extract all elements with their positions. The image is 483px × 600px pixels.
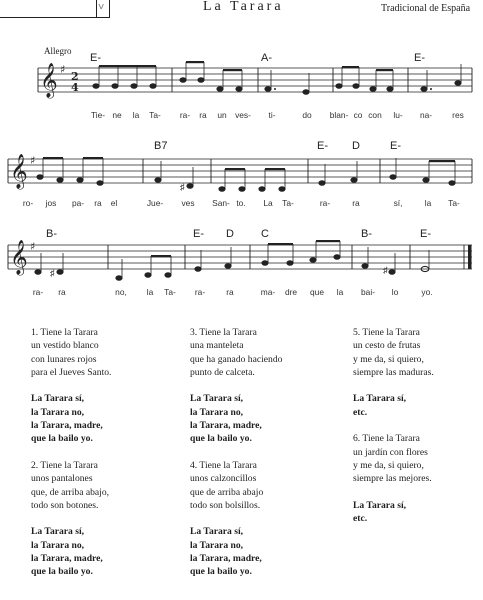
chorus-line: La Tarara sí, — [31, 393, 85, 405]
verse-column-2 — [190, 326, 282, 579]
treble-clef: 𝄞 — [40, 63, 58, 98]
chorus-line: la Tarara, madre, — [190, 553, 262, 565]
chord-symbol: E- — [317, 140, 328, 152]
verse-line: siempre las mejores. — [353, 473, 432, 485]
chord-symbol: E- — [90, 52, 101, 64]
chorus-line: La Tarara sí, — [353, 393, 407, 405]
svg-text:♯: ♯ — [180, 182, 185, 192]
chorus-line: la Tarara no, — [190, 406, 244, 418]
verse-line: que ha ganado haciendo — [190, 353, 283, 365]
chorus-line: la Tarara, madre, — [31, 420, 103, 432]
chorus-line: que la bailo yo. — [190, 566, 252, 578]
lyric-syllable: dre — [284, 287, 298, 297]
chord-symbol: D — [226, 228, 234, 240]
lyric-syllable: la — [146, 287, 154, 297]
lyric-syllable: la — [336, 287, 344, 297]
song-title: La Tarara — [203, 0, 284, 14]
verse-line: 4. Tiene la Tarara — [190, 459, 257, 471]
chorus-line: La Tarara sí, — [353, 499, 407, 511]
lyric-syllable: no, — [115, 287, 127, 297]
lyric-syllable: ra — [352, 198, 360, 208]
lyric-syllable: lo — [391, 287, 399, 297]
lyric-syllable: ra — [94, 198, 102, 208]
key-signature-sharp: ♯ — [30, 154, 36, 167]
chord-symbol: C — [261, 228, 269, 240]
chord-symbol: E- — [390, 140, 401, 152]
lyric-syllable: do — [302, 110, 312, 120]
system-3-notes — [35, 240, 429, 280]
lyric-syllable: blan- — [329, 110, 349, 120]
tempo-marking: Allegro — [44, 46, 72, 56]
verse-line: para el Jueves Santo. — [31, 366, 112, 378]
song-credit: Tradicional de España — [381, 3, 471, 14]
final-barline — [468, 245, 472, 269]
lyric-syllable: con — [368, 110, 382, 120]
system-1-notes — [93, 61, 461, 94]
svg-text:♯: ♯ — [383, 265, 388, 275]
lyric-syllable: Ta- — [282, 198, 294, 208]
chord-symbol: B- — [361, 228, 372, 240]
lyric-syllable: co — [353, 110, 363, 120]
lyric-syllable: ra — [226, 287, 234, 297]
verse-line: una manteleta — [190, 340, 244, 352]
chorus-line: etc. — [353, 513, 368, 525]
lyric-syllable: ro- — [22, 198, 34, 208]
lyric-syllable: el — [110, 198, 118, 208]
lyric-syllable: ra- — [319, 198, 331, 208]
lyric-syllable: la — [132, 110, 140, 120]
chord-symbol: B7 — [154, 140, 168, 152]
chord-symbol: E- — [414, 52, 425, 64]
verse-line: 1. Tiene la Tarara — [31, 327, 98, 338]
verse-line: un jardín con flores — [353, 446, 428, 458]
chord-symbol: E- — [193, 228, 204, 240]
chorus-line: La Tarara sí, — [190, 526, 244, 538]
lyric-syllable: La — [263, 198, 273, 208]
lyric-syllable: la — [424, 198, 432, 208]
chord-symbol: B- — [46, 228, 57, 240]
verse-line: un cesto de frutas — [353, 340, 421, 352]
system-2-notes — [37, 157, 455, 192]
lyric-syllable: Ta- — [164, 287, 176, 297]
verse-line: unos calzoncillos — [190, 473, 257, 485]
verse-line: punto de calceta. — [190, 366, 255, 378]
verse-line: todo son botones. — [31, 499, 99, 511]
verse-column-1 — [31, 326, 111, 579]
lyric-syllable: ves- — [235, 110, 251, 120]
lyric-syllable: sí, — [393, 198, 403, 208]
lyric-syllable: ti- — [268, 110, 276, 120]
verse-line: 3. Tiene la Tarara — [190, 327, 257, 338]
lyric-syllable: jos — [45, 198, 57, 208]
verse-line: 6. Tiene la Tarara — [353, 433, 420, 445]
chorus-line: que la bailo yo. — [31, 433, 93, 445]
chord-symbol: A- — [261, 52, 272, 64]
chorus-line: La Tarara sí, — [31, 526, 85, 538]
time-signature-top: 2 — [71, 70, 79, 83]
verse-line: 2. Tiene la Tarara — [31, 459, 98, 471]
chorus-line: la Tarara, madre, — [31, 553, 103, 565]
verse-line: que, de arriba abajo, — [31, 486, 110, 498]
lyric-syllable: Tie- — [90, 110, 106, 120]
verse-line: unos pantalones — [31, 473, 93, 485]
lyric-syllable: bai- — [361, 287, 375, 297]
lyric-syllable: ra — [58, 287, 66, 297]
svg-text:♯: ♯ — [50, 268, 55, 278]
lyric-syllable: to. — [236, 198, 246, 208]
lyric-syllable: que — [310, 287, 324, 297]
lyric-syllable: un — [217, 110, 227, 120]
lyric-syllable: ra- — [179, 110, 191, 120]
verse-line: y me da, si quiero, — [353, 353, 424, 365]
chorus-line: La Tarara sí, — [190, 393, 244, 405]
verse-column-3 — [353, 326, 434, 525]
treble-clef: 𝄞 — [10, 154, 28, 189]
verse-line: 5. Tiene la Tarara — [353, 327, 420, 338]
lyric-syllable: res — [452, 110, 464, 120]
lyric-syllable: yo. — [421, 287, 433, 297]
chorus-line: que la bailo yo. — [31, 566, 93, 578]
lyric-syllable: na- — [419, 110, 433, 120]
chord-symbol: E- — [420, 228, 431, 240]
lyric-syllable: ne — [112, 110, 122, 120]
key-signature-sharp: ♯ — [60, 63, 66, 76]
lyric-syllable: ves — [181, 198, 195, 208]
lyric-syllable: ra- — [32, 287, 44, 297]
verse-line: siempre las maduras. — [353, 366, 434, 378]
lyric-syllable: Jue- — [146, 198, 164, 208]
treble-clef: 𝄞 — [10, 240, 28, 275]
chorus-line: etc. — [353, 406, 368, 418]
lyric-syllable: ra- — [194, 287, 206, 297]
chord-symbol: D — [352, 140, 360, 152]
lyric-syllable: lu- — [393, 110, 403, 120]
time-signature-bottom: 4 — [71, 81, 79, 94]
verse-line: con lunares rojos — [31, 353, 97, 365]
lyric-syllable: pa- — [71, 198, 85, 208]
verse-line: un vestido blanco — [31, 340, 99, 352]
lyric-syllable: ra — [199, 110, 207, 120]
chorus-line: la Tarara no, — [31, 406, 85, 418]
chorus-line: que la bailo yo. — [190, 433, 252, 445]
chorus-line: la Tarara, madre, — [190, 420, 262, 432]
lyric-syllable: San- — [212, 198, 230, 208]
chorus-line: la Tarara no, — [190, 539, 244, 551]
key-signature-sharp: ♯ — [30, 240, 36, 253]
verse-line: que de arriba abajo — [190, 486, 264, 498]
lyric-syllable: Ta- — [448, 198, 460, 208]
verse-line: todo son bolsillos. — [190, 499, 261, 511]
frame-mark: < — [96, 3, 108, 10]
lyric-syllable: ma- — [260, 287, 276, 297]
verse-line: y me da, si quiero, — [353, 459, 424, 471]
chorus-line: la Tarara no, — [31, 539, 85, 551]
lyric-syllable: Ta- — [149, 110, 161, 120]
